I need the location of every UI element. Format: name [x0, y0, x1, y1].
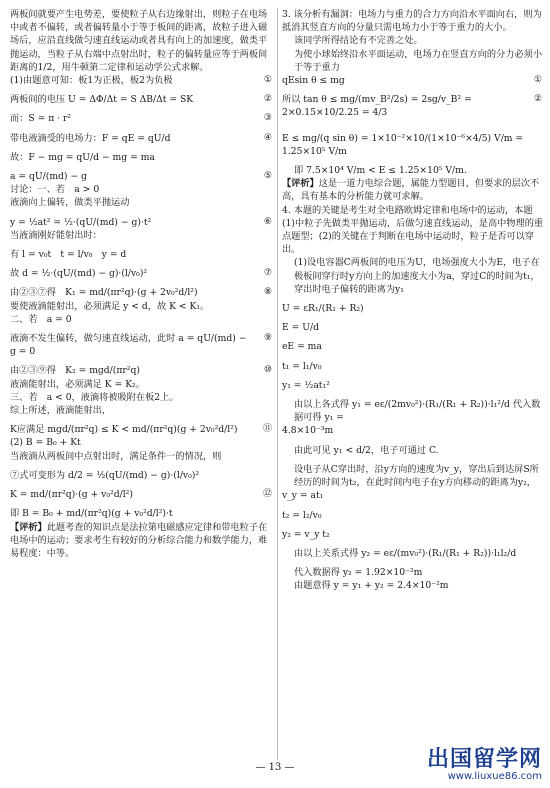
eq-q4-ma: eE = ma — [282, 341, 322, 353]
eq-q3-1 — [282, 74, 544, 87]
exit-condition: 当液滴刚好能射出时： — [10, 229, 102, 241]
watermark-title: 出国留学网 — [426, 747, 542, 772]
page-number: — 13 — — [255, 762, 295, 773]
eq-number: ⑦ — [263, 268, 272, 279]
eq-number: ⑩ — [263, 365, 272, 376]
eq-k-range-text: K应满足 mgd/(πr²q) ≤ K < md/(πr²q)(g + 2v₀²d/l²) — [10, 424, 238, 436]
watermark-url: www.liuxue86.com — [447, 771, 542, 782]
q4-pass: 由此可见 y₁ < d/2，电子可通过 C. — [294, 444, 439, 456]
eq-number: ⑧ — [263, 287, 272, 298]
q3-condition: 为使小球始终沿水平面运动，电场力在竖直方向的分力必须小于等于重力 — [294, 48, 543, 73]
eq-k2 — [10, 364, 274, 377]
q3-conclusion: 该同学所得结论有不完善之处。 — [294, 35, 423, 47]
eq-a-zero-text: 液滴不发生偏转，做匀速直线运动，此时 a = qU/(md) − g = 0 — [10, 333, 247, 358]
eq-q4-y2: y₂ = v_y t₂ — [282, 528, 330, 540]
q3-analysis: 3. 该分析有漏洞：电场力与重力的合力方向沿水平面向右，则为抵消其竖直方向的分量只需电场力小于等于重力的大小。 — [282, 9, 542, 34]
watermark-logo — [392, 742, 542, 782]
eq-q3-2-text: 所以 tan θ ≤ mg/(mv_B²/2s) = 2sg/v_B² = 2×0.15×10/2.25 = 4/3 — [282, 94, 472, 119]
intro-paragraph: 两板间就要产生电势差，要使粒子从右边缘射出，则粒子在电场中或者不偏转，或者偏转量小于等于板间的距离，故粒子进入磁场后，应沿直线做匀速直线运动或者具有向上的加速度，做类平抛运动，当粒子从右端中点射出时，粒子的偏转量应等于两板间距离的1/2，用牛顿第二定律和运动学公式求解。 — [10, 9, 268, 73]
eq-q3-e: E ≤ mg/(q sin θ) = 1×10⁻²×10/(1×10⁻⁶×4/5) V/m = 1.25×10⁵ V/m — [282, 132, 524, 157]
comment-1 — [10, 521, 274, 561]
eq-q4-y2-result: 由以上关系式得 y₂ = eε/(mv₀²)·(R₁/(R₁ + R₂))·l₁l₂/d — [294, 547, 517, 559]
right-column — [282, 8, 544, 593]
eq-q4-u: U = εR₁/(R₁ + R₂) — [282, 303, 364, 315]
case-1-desc: 液滴向上偏转，做类平抛运动 — [10, 197, 130, 209]
comment-tag: 【评析】 — [282, 178, 319, 190]
case-3: 三、若 a < 0，液滴将被吸附在板2上。 — [10, 391, 179, 403]
eq-number: ⑨ — [263, 333, 272, 344]
eq-q4-y1-result: 由以上各式得 y₁ = eε/(2mv₀²)·(R₁/(R₁ + R₂))·l₁²/d 代入数据可得 y₁ = — [294, 399, 541, 424]
eq-a-zero — [10, 332, 274, 358]
eq-number: ⑤ — [263, 171, 272, 182]
eq-deflection-text: y = ½at² = ½·(qU/(md) − g)·t² — [10, 216, 152, 228]
q4-setup-2: 设电子从C穿出时，沿y方向的速度为v_y，穿出后到达屏S所经历的时间为t₂，在此时间内电子在y方向移动的距离为y₂， — [294, 463, 539, 489]
part-2: (2) B = B₀ + Kt — [10, 437, 81, 449]
eq-accel-text: a = qU/(md) − g — [10, 171, 87, 183]
eq-number: ⑥ — [263, 216, 272, 227]
q4-setup: (1)设电容器C两板间的电压为U，电场强度大小为E，电子在极板间穿行时y方向上的加速度大小为a，穿过C的时间为t₁，穿出时电子偏转的距离为y₁ — [294, 257, 540, 295]
case-2-result: 液滴能射出，必须满足 K = K₂。 — [10, 378, 145, 390]
eq-accel — [10, 170, 274, 183]
eq-q4-t1: t₁ = l₁/v₀ — [282, 360, 322, 372]
step-1 — [10, 74, 274, 87]
comment-2 — [282, 177, 544, 203]
eq-k1 — [10, 286, 274, 299]
eq-number: ④ — [263, 132, 272, 143]
eq-k1-text: 由②③⑦得 K₁ = md/(πr²q)·(g + 2v₀²d/l²) — [10, 287, 198, 299]
eq-k-range — [10, 423, 274, 436]
eq-q4-y1: y₁ = ½at₁² — [282, 379, 330, 391]
q4-intro: 4. 本题的关键是考生对全电路欧姆定律和电场中的运动，本题(1)中粒子先做类平抛运动，后做匀速直线运动，是高中物理的重点题型；(2)的关键在于判断在电场中运动时，粒子是否可以穿出。 — [282, 204, 544, 256]
eq-number: ⑪ — [262, 424, 272, 435]
eq-voltage-text: 两板间的电压 U = ΔΦ/Δt = S ΔB/Δt = SK — [10, 94, 194, 106]
eq-q3-2 — [282, 93, 544, 119]
eq-q3-1-text: qEsin θ ≤ mg — [282, 75, 345, 87]
summary: 综上所述，液滴能射出， — [10, 405, 112, 417]
q4-y2-value: 代入数据得 y₂ = 1.92×10⁻²m — [294, 567, 423, 579]
eq-b: 即 B = B₀ + md/(πr²q)(g + v₀²d/l²)·t — [10, 508, 173, 520]
q4-final: 由题意得 y = y₁ + y₂ = 2.4×10⁻²m — [294, 580, 449, 592]
eq-time: 有 l = v₀t t = l/v₀ y = d — [10, 249, 127, 261]
eq-force — [10, 132, 274, 145]
comment-tag: 【评析】 — [10, 521, 47, 533]
eq-number: ② — [533, 94, 542, 105]
eq-q4-vy: v_y = at₁ — [282, 490, 324, 502]
eq-voltage — [10, 93, 274, 106]
q4-y1-value: 4.8×10⁻³m — [282, 425, 334, 437]
eq-newton: 故：F − mg = qU/d − mg = ma — [10, 151, 155, 163]
eq-deflection — [10, 216, 274, 229]
q3-result: 即 7.5×10⁴ V/m < E ≤ 1.25×10⁵ V/m. — [294, 165, 467, 177]
comment-text: 此题考查的知识点是法拉第电磁感应定律和带电粒子在电场中的运动；要求考生有较好的分析综合能力和数学能力，难易程度：中等。 — [10, 521, 268, 559]
eq-k — [10, 488, 274, 501]
eq-force-text: 带电液滴受的电场力：F = qE = qU/d — [10, 132, 171, 144]
eq-d-text: 故 d = ½·(qU/(md) − g)·(l/v₀)² — [10, 268, 148, 280]
eq-number: ② — [263, 94, 272, 105]
case-1-result: 要使液滴能射出，必须满足 y < d，故 K < K₁。 — [10, 300, 210, 312]
left-column — [10, 8, 274, 560]
comment-text: 这是一道力电综合题，属能力型题目，但要求的层次不高，具有基本的分析能力就可求解。 — [282, 178, 540, 203]
step-1-text: (1)由题意可知：板1为正极，板2为负极 — [10, 75, 173, 87]
eq-k2-text: 由②③⑨得 K₂ = mgd/(πr²q) — [10, 365, 140, 377]
eq-number: ① — [533, 75, 542, 86]
case-2-heading: 二、若 a = 0 — [10, 313, 72, 325]
eq-number: ⑫ — [262, 489, 272, 500]
case-1-heading: 讨论：一、若 a > 0 — [10, 184, 100, 196]
eq-transform: ⑦式可变形为 d/2 = ½(qU/(md) − g)·(l/v₀)² — [10, 469, 200, 481]
eq-q4-t2: t₂ = l₂/v₀ — [282, 509, 322, 521]
part-2-desc: 当液滴从两板间中点射出时，满足条件一的情况，则 — [10, 450, 222, 462]
eq-number: ① — [263, 75, 272, 86]
eq-q4-e: E = U/d — [282, 322, 319, 334]
column-divider — [277, 8, 278, 760]
eq-d — [10, 267, 274, 280]
eq-area-text: 而：S = π · r² — [10, 113, 72, 125]
eq-area — [10, 112, 274, 125]
eq-number: ③ — [263, 113, 272, 124]
eq-k-text: K = md/(πr²q)·(g + v₀²d/l²) — [10, 489, 133, 501]
